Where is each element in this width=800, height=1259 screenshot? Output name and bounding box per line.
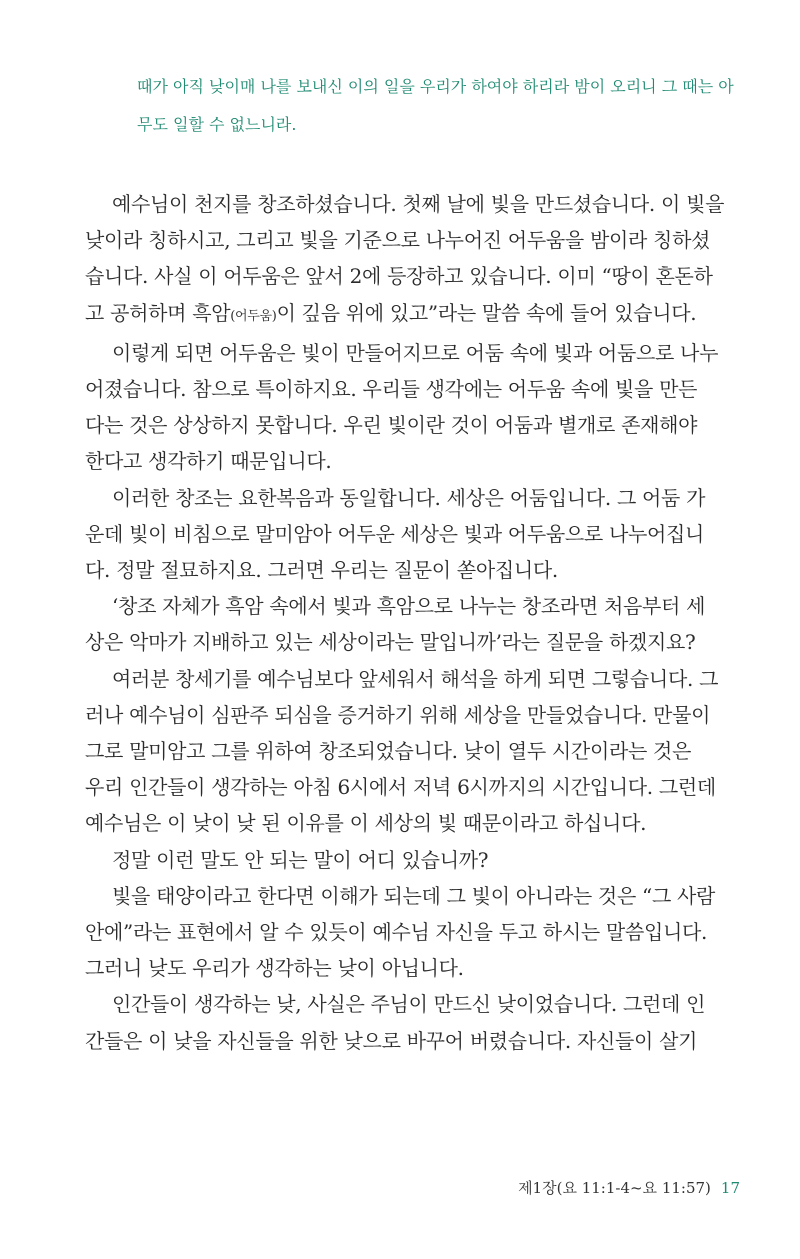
text-line: 이렇게 되면 어두움은 빛이 만들어지므로 어둠 속에 빛과 어둠으로 나누 — [112, 340, 719, 365]
text-line: 인간들이 생각하는 낮, 사실은 주님이 만드신 낮이었습니다. 그런데 인 — [112, 992, 706, 1017]
text-line: 다. 정말 절묘하지요. 그러면 우리는 질문이 쏟아집니다. — [85, 558, 558, 583]
chapter-reference: 제1장(요 11:1-4~요 11:57) — [518, 1179, 711, 1197]
parenthetical-note: (어두움) — [230, 308, 277, 324]
quote-line: 때가 아직 낮이매 나를 보내신 이의 일을 우리가 하여야 하리라 밤이 오리니 그 때는 아 — [137, 77, 734, 96]
text-run: 고 공허하며 흑암 — [85, 300, 231, 325]
text-line: 이러한 창조는 요한복음과 동일합니다. 세상은 어둠입니다. 그 어둠 가 — [112, 485, 706, 510]
text-line: 정말 이런 말도 안 되는 말이 어디 있습니까? — [112, 847, 489, 872]
text-line: 안에”라는 표현에서 알 수 있듯이 예수님 자신을 두고 하시는 말씀입니다. — [85, 920, 708, 945]
quote-line: 무도 일할 수 없느니라. — [137, 115, 297, 134]
text-line: 여러분 창세기를 예수님보다 앞세워서 해석을 하게 되면 그렇습니다. 그 — [112, 666, 719, 691]
text-line: 예수님이 천지를 창조하셨습니다. 첫째 날에 빛을 만드셨습니다. 이 빛을 — [112, 192, 725, 216]
text-line: 어졌습니다. 참으로 특이하지요. 우리들 생각에는 어두움 속에 빛을 만든 — [85, 377, 698, 402]
text-line: 낮이라 칭하시고, 그리고 빛을 기준으로 나누어진 어두움을 밤이라 칭하셨 — [85, 228, 711, 253]
page-number: 17 — [720, 1179, 740, 1197]
text-line: 간들은 이 낮을 자신들을 위한 낮으로 바꾸어 버렸습니다. 자신들이 살기 — [85, 1028, 698, 1053]
text-run: 이 깊음 위에 있고”라는 말씀 속에 들어 있습니다. — [276, 300, 697, 325]
text-line: 습니다. 사실 이 어두움은 앞서 2에 등장하고 있습니다. 이미 “땅이 혼돈하 — [85, 264, 713, 289]
text-line: 그러니 낮도 우리가 생각하는 낮이 아닙니다. — [85, 956, 464, 981]
text-line: 우리 인간들이 생각하는 아침 6시에서 저녁 6시까지의 시간입니다. 그런데 — [85, 775, 716, 800]
scripture-quote — [137, 68, 737, 144]
text-line: ‘창조 자체가 흑암 속에서 빛과 흑암으로 나누는 창조라면 처음부터 세 — [112, 594, 706, 619]
text-line: 상은 악마가 지배하고 있는 세상이라는 말입니까’라는 질문을 하겠지요? — [85, 630, 696, 655]
text-line: 운데 빛이 비침으로 말미암아 어두운 세상은 빛과 어두움으로 나누어집니 — [85, 521, 705, 546]
page-footer — [480, 1177, 740, 1198]
text-line — [85, 295, 745, 335]
text-line: 한다고 생각하기 때문입니다. — [85, 449, 332, 474]
body-text — [85, 186, 745, 1059]
text-line: 다는 것은 상상하지 못합니다. 우린 빛이란 것이 어둠과 별개로 존재해야 — [85, 413, 698, 438]
text-line: 러나 예수님이 심판주 되심을 증거하기 위해 세상을 만들었습니다. 만물이 — [85, 702, 711, 727]
text-line: 빛을 태양이라고 한다면 이해가 되는데 그 빛이 아니라는 것은 “그 사람 — [112, 883, 716, 908]
text-line: 예수님은 이 낮이 낮 된 이유를 이 세상의 빛 때문이라고 하십니다. — [85, 811, 647, 836]
text-line: 그로 말미암고 그를 위하여 창조되었습니다. 낮이 열두 시간이라는 것은 — [85, 739, 692, 764]
